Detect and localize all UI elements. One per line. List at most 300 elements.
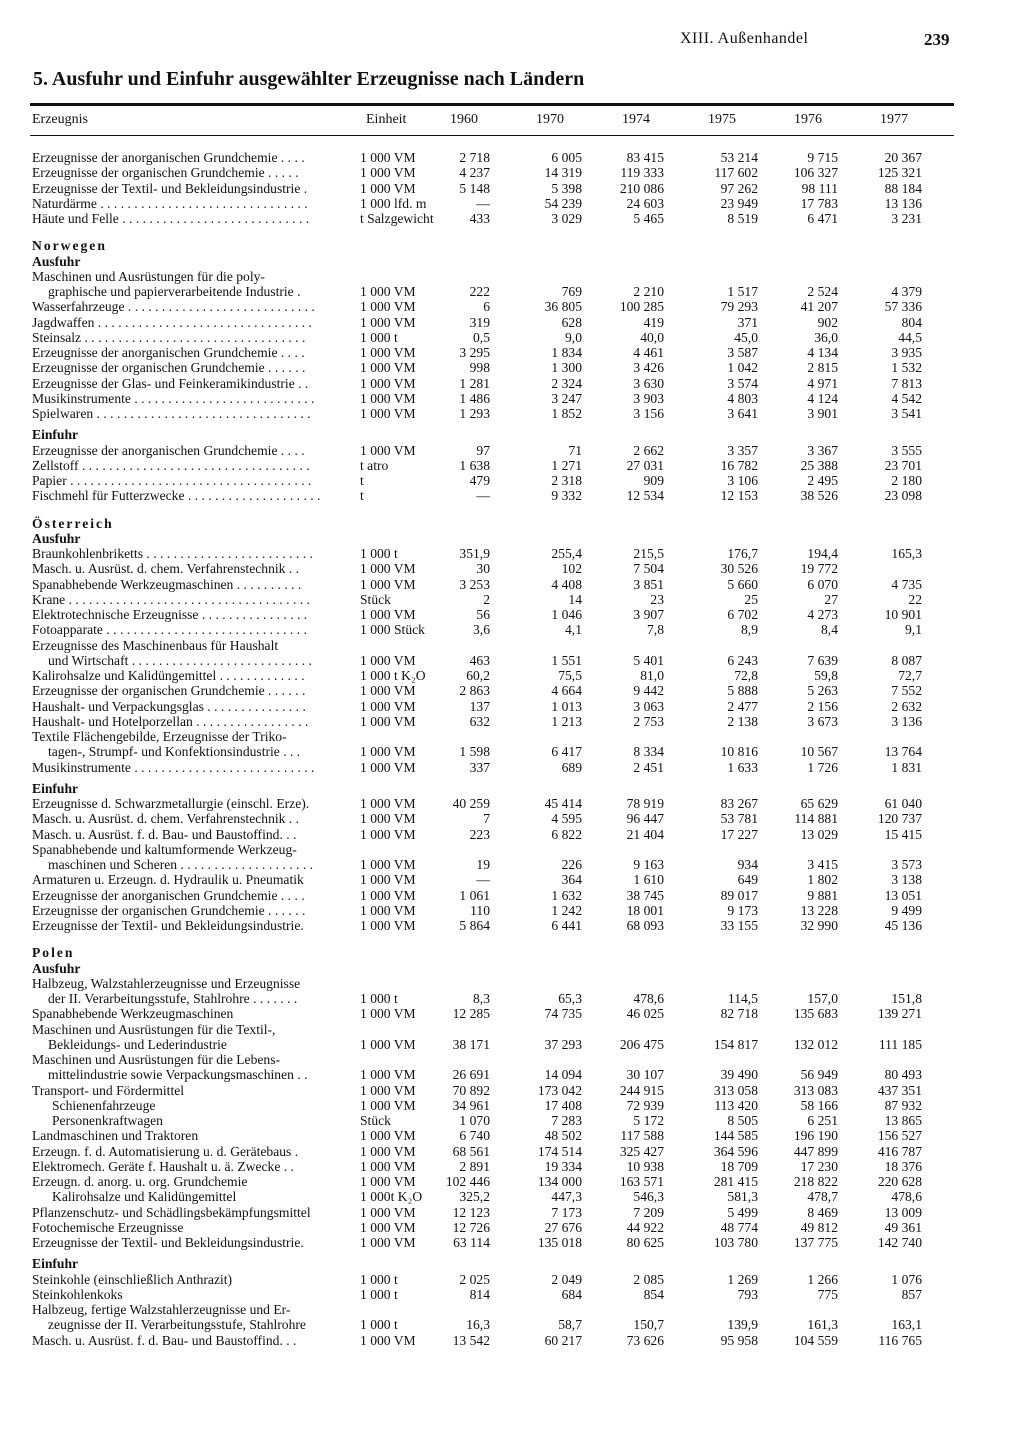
row-unit: 1 000 t K₂O <box>360 668 426 683</box>
cell-1977: 13 009 <box>884 1204 922 1220</box>
cell-1960: 5 864 <box>459 918 490 933</box>
cell-1975: 16 782 <box>720 457 758 473</box>
header-erzeugnis: Erzeugnis <box>32 112 88 127</box>
cell-1975: 5 660 <box>727 576 758 592</box>
cell-1975: 5 888 <box>727 683 758 699</box>
cell-1970: 9 332 <box>551 488 582 504</box>
row-unit: 1 000t K₂O <box>360 1189 423 1205</box>
row-label: Erzeugnisse der Textil- und Bekleidungsindustrie. <box>32 918 304 933</box>
cell-1977: 1 076 <box>891 1271 922 1287</box>
cell-1960: 30 <box>476 561 490 577</box>
row-label: Erzeugnisse d. Schwarzmetallurgie (einschl. Erze). <box>32 796 310 811</box>
table-row <box>0 653 1024 668</box>
row-unit: 1 000 VM <box>360 796 416 811</box>
cell-1976: 19 772 <box>800 561 838 577</box>
row-unit: 1 000 VM <box>360 1204 416 1220</box>
cell-1975: 17 227 <box>720 826 758 842</box>
cell-1975: 23 949 <box>720 195 758 211</box>
cell-1974: 27 031 <box>626 457 664 473</box>
row-unit: 1 000 VM <box>360 698 416 714</box>
cell-1974: 3 851 <box>633 576 664 592</box>
header-year-1975: 1975 <box>708 112 736 127</box>
row-unit: 1 000 VM <box>360 652 416 668</box>
row-label: Musikinstrumente . . . . . . . . . . . . . . . . . . . . . . . . . . . <box>32 759 315 775</box>
cell-1974: 4 461 <box>633 345 664 360</box>
cell-1975: 53 214 <box>720 150 758 165</box>
row-unit: 1 000 VM <box>360 375 416 391</box>
row-unit: 1 000 VM <box>360 314 416 330</box>
cell-1975: 1 042 <box>727 360 758 376</box>
country-heading <box>0 238 1024 253</box>
row-unit: 1 000 VM <box>360 345 416 360</box>
table-row <box>0 1113 1024 1128</box>
cell-1975: 8 519 <box>727 211 758 226</box>
cell-1975: 6 702 <box>727 607 758 622</box>
cell-1977: 151,8 <box>891 991 922 1006</box>
cell-1977: 22 <box>908 591 922 607</box>
cell-1977: 3 138 <box>891 872 922 888</box>
cell-1974: 3 630 <box>633 375 664 391</box>
cell-1975: 103 780 <box>713 1235 758 1250</box>
cell-1977: 20 367 <box>884 150 922 165</box>
cell-1977: 23 098 <box>884 488 922 504</box>
cell-1974: 150,7 <box>633 1317 664 1333</box>
row-label: Elektrotechnische Erzeugnisse . . . . . . . . . . . . . . . . <box>32 607 308 622</box>
cell-1977: 4 379 <box>891 284 922 299</box>
cell-1977: 18 376 <box>884 1158 922 1174</box>
row-unit: 1 000 lfd. m <box>360 195 427 211</box>
header-year-1960: 1960 <box>450 112 478 127</box>
cell-1975: 48 774 <box>720 1219 758 1235</box>
cell-1970: 65,3 <box>558 991 582 1006</box>
cell-1977: 15 415 <box>884 826 922 842</box>
cell-1977: 3 555 <box>891 442 922 458</box>
cell-1960: 632 <box>469 713 490 729</box>
row-label: graphische und papierverarbeitende Industrie . <box>48 284 301 299</box>
cell-1975: 1 269 <box>727 1271 758 1287</box>
row-label: Jagdwaffen . . . . . . . . . . . . . . . . . . . . . . . . . . . . . . . . <box>32 314 312 330</box>
row-label: Haushalt- und Verpackungsglas . . . . . . . . . . . . . . . <box>32 698 306 714</box>
country-name: Polen <box>32 945 75 961</box>
cell-1970: 14 <box>568 591 582 607</box>
cell-1960: 337 <box>469 759 490 775</box>
cell-1960: 351,9 <box>459 546 490 561</box>
cell-1974: 21 404 <box>626 826 664 842</box>
row-unit: 1 000 VM <box>360 683 416 699</box>
cell-1974: 80 625 <box>626 1235 664 1250</box>
row-unit: 1 000 t <box>360 1286 398 1302</box>
row-label: Steinsalz . . . . . . . . . . . . . . . . . . . . . . . . . . . . . . . . . <box>32 329 306 345</box>
cell-1970: 689 <box>561 759 582 775</box>
row-label: Musikinstrumente . . . . . . . . . . . . . . . . . . . . . . . . . . . <box>32 390 315 406</box>
cell-1974: 117 588 <box>620 1128 664 1144</box>
row-unit: 1 000 VM <box>360 1082 416 1098</box>
table-row <box>0 918 1024 933</box>
cell-1974: 163 571 <box>619 1174 664 1189</box>
table-row <box>0 1317 1024 1332</box>
cell-1960: 1 281 <box>459 375 490 391</box>
section-heading: Ausfuhr <box>32 253 81 269</box>
cell-1960: — <box>476 488 490 504</box>
cell-1970: 684 <box>561 1286 582 1302</box>
text-heading <box>0 1022 1024 1037</box>
cell-1975: 2 138 <box>727 713 758 729</box>
table-row <box>0 857 1024 872</box>
cell-1977: 7 552 <box>891 683 922 699</box>
table-row <box>0 592 1024 607</box>
row-unit: 1 000 VM <box>360 887 416 903</box>
row-label: maschinen und Scheren . . . . . . . . . . . . . . . . . . . . <box>48 857 314 872</box>
cell-1974: 10 938 <box>626 1158 664 1174</box>
table-row <box>0 1333 1024 1348</box>
cell-1970: 6 441 <box>551 918 582 933</box>
cell-1975: 8,9 <box>741 622 758 638</box>
table-row <box>0 1067 1024 1082</box>
section-heading: Ausfuhr <box>32 530 81 546</box>
cell-1975: 2 477 <box>727 698 758 714</box>
cell-1960: 223 <box>469 826 490 842</box>
cell-1976: 313 083 <box>793 1082 838 1098</box>
cell-1976: 7 639 <box>807 652 838 668</box>
cell-1970: 14 094 <box>544 1067 582 1083</box>
cell-1976: 8 469 <box>807 1204 838 1220</box>
row-unit: 1 000 VM <box>360 744 416 760</box>
cell-1974: 478,6 <box>633 991 664 1006</box>
cell-1960: 1 486 <box>459 390 490 406</box>
cell-1976: 13 029 <box>800 826 838 842</box>
cell-1976: 157,0 <box>807 991 838 1006</box>
cell-1974: 38 745 <box>626 887 664 903</box>
cell-1970: 71 <box>568 442 582 458</box>
cell-1974: 68 093 <box>626 918 664 933</box>
row-label-line: Maschinen und Ausrüstungen für die Textil-, <box>32 1021 276 1037</box>
cell-1960: 16,3 <box>466 1317 490 1333</box>
cell-1975: 39 490 <box>720 1067 758 1083</box>
cell-1976: 6 471 <box>807 211 838 226</box>
cell-1970: 7 283 <box>551 1113 582 1128</box>
cell-1976: 1 266 <box>807 1271 838 1287</box>
cell-1975: 581,3 <box>727 1189 758 1205</box>
cell-1974: 419 <box>643 314 664 330</box>
row-unit: 1 000 VM <box>360 360 416 376</box>
cell-1977: 804 <box>901 314 922 330</box>
cell-1960: 26 691 <box>452 1067 490 1083</box>
cell-1974: 854 <box>643 1286 664 1302</box>
cell-1974: 7 504 <box>633 561 664 577</box>
cell-1970: 48 502 <box>544 1128 582 1144</box>
table-row <box>0 211 1024 226</box>
text-heading <box>0 976 1024 991</box>
cell-1970: 4 408 <box>551 576 582 592</box>
cell-1976: 9 881 <box>807 887 838 903</box>
cell-1960: 19 <box>476 857 490 872</box>
cell-1975: 97 262 <box>720 180 758 196</box>
row-label: Naturdärme . . . . . . . . . . . . . . . . . . . . . . . . . . . . . . . <box>32 195 308 211</box>
cell-1976: 132 012 <box>793 1036 838 1052</box>
cell-1960: 70 892 <box>452 1082 490 1098</box>
row-label: Steinkohlenkoks <box>32 1286 123 1302</box>
table-row <box>0 888 1024 903</box>
cell-1974: 3 907 <box>633 607 664 622</box>
cell-1974: 5 465 <box>633 211 664 226</box>
row-unit: 1 000 t <box>360 1317 398 1333</box>
cell-1975: 3 587 <box>727 345 758 360</box>
cell-1970: 174 514 <box>537 1143 582 1159</box>
table-row <box>0 150 1024 165</box>
cell-1977: 9,1 <box>905 622 922 638</box>
cell-1975: 934 <box>737 857 758 872</box>
row-label: Elektromech. Geräte f. Haushalt u. ä. Zwecke . . <box>32 1158 294 1174</box>
cell-1976: 98 111 <box>801 180 838 196</box>
cell-1977: 13 136 <box>884 195 922 211</box>
cell-1977: 57 336 <box>884 299 922 315</box>
spacer <box>0 504 1024 516</box>
cell-1970: 74 735 <box>544 1006 582 1022</box>
row-label: der II. Verarbeitungsstufe, Stahlrohre . . . . . . . <box>48 991 298 1006</box>
cell-1960: 3,6 <box>473 622 490 638</box>
cell-1975: 89 017 <box>720 887 758 903</box>
cell-1977: 220 628 <box>877 1174 922 1189</box>
row-unit: 1 000 VM <box>360 1174 416 1189</box>
row-label: Fotochemische Erzeugnisse <box>32 1219 184 1235</box>
row-unit: 1 000 VM <box>360 1067 416 1083</box>
cell-1975: 18 709 <box>720 1158 758 1174</box>
cell-1970: 134 000 <box>537 1174 582 1189</box>
table-row <box>0 376 1024 391</box>
cell-1960: 7 <box>483 811 490 827</box>
row-label: Landmaschinen und Traktoren <box>32 1128 199 1144</box>
cell-1970: 19 334 <box>544 1158 582 1174</box>
cell-1977: 3 136 <box>891 713 922 729</box>
header-year-1974: 1974 <box>622 112 650 127</box>
cell-1974: 5 401 <box>633 652 664 668</box>
cell-1975: 30 526 <box>720 561 758 577</box>
cell-1970: 1 834 <box>551 345 582 360</box>
cell-1977: 1 532 <box>891 360 922 376</box>
cell-1970: 135 018 <box>537 1235 582 1250</box>
cell-1970: 60 217 <box>544 1332 582 1348</box>
cell-1975: 6 243 <box>727 652 758 668</box>
cell-1970: 36 805 <box>544 299 582 315</box>
cell-1960: 1 061 <box>459 887 490 903</box>
row-unit: 1 000 VM <box>360 902 416 918</box>
cell-1976: 58 166 <box>800 1097 838 1113</box>
row-label-line: Spanabhebende und kaltumformende Werkzeug- <box>32 841 297 857</box>
row-unit: 1 000 VM <box>360 576 416 592</box>
cell-1976: 41 207 <box>800 299 838 315</box>
cell-1977: 72,7 <box>898 668 922 683</box>
cell-1960: 4 237 <box>459 165 490 181</box>
cell-1977: 3 231 <box>891 211 922 226</box>
cell-1975: 12 153 <box>720 488 758 504</box>
cell-1976: 38 526 <box>800 488 838 504</box>
cell-1977: 13 051 <box>884 887 922 903</box>
cell-1970: 1 632 <box>551 887 582 903</box>
header-year-1970: 1970 <box>536 112 564 127</box>
cell-1977: 49 361 <box>884 1219 922 1235</box>
cell-1975: 5 499 <box>727 1204 758 1220</box>
row-label-line: Halbzeug, fertige Walzstahlerzeugnisse und Er- <box>32 1302 291 1317</box>
cell-1970: 7 173 <box>551 1204 582 1220</box>
cell-1974: 7 209 <box>633 1204 664 1220</box>
cell-1975: 649 <box>737 872 758 888</box>
cell-1974: 3 156 <box>633 406 664 421</box>
row-unit: 1 000 VM <box>360 390 416 406</box>
cell-1960: 60,2 <box>466 668 490 683</box>
row-label: Bekleidungs- und Lederindustrie <box>48 1036 227 1052</box>
table-row <box>0 1272 1024 1287</box>
cell-1977: 61 040 <box>884 796 922 811</box>
cell-1975: 371 <box>737 314 758 330</box>
cell-1977: 3 573 <box>891 857 922 872</box>
row-label: Häute und Felle . . . . . . . . . . . . . . . . . . . . . . . . . . . . <box>32 211 310 226</box>
table-row <box>0 668 1024 683</box>
table-row <box>0 577 1024 592</box>
cell-1976: 3 673 <box>807 713 838 729</box>
table-row <box>0 903 1024 918</box>
country-name: Österreich <box>32 515 114 531</box>
cell-1976: 775 <box>817 1286 838 1302</box>
cell-1976: 104 559 <box>793 1332 838 1348</box>
cell-1974: 78 919 <box>626 796 664 811</box>
cell-1975: 25 <box>744 591 758 607</box>
cell-1970: 27 676 <box>544 1219 582 1235</box>
cell-1976: 3 367 <box>807 442 838 458</box>
cell-1975: 95 958 <box>720 1332 758 1348</box>
cell-1970: 1 013 <box>551 698 582 714</box>
cell-1974: 81,0 <box>640 668 664 683</box>
cell-1976: 447 899 <box>793 1143 838 1159</box>
cell-1975: 176,7 <box>727 546 758 561</box>
cell-1977: 1 831 <box>891 759 922 775</box>
cell-1977: 2 180 <box>891 473 922 488</box>
cell-1960: 12 726 <box>452 1219 490 1235</box>
row-label: mittelindustrie sowie Verpackungsmaschinen . . <box>48 1067 308 1083</box>
cell-1974: 100 285 <box>619 299 664 315</box>
row-label: Personenkraftwagen <box>52 1113 163 1128</box>
row-unit: 1 000 VM <box>360 1235 416 1250</box>
row-unit: 1 000 VM <box>360 713 416 729</box>
cell-1960: 1 070 <box>459 1113 490 1128</box>
cell-1976: 1 726 <box>807 759 838 775</box>
row-unit: Stück <box>360 1113 391 1128</box>
cell-1960: 6 <box>483 299 490 315</box>
section-heading <box>0 427 1024 442</box>
row-unit: 1 000 VM <box>360 918 416 933</box>
cell-1960: 137 <box>469 698 490 714</box>
cell-1960: 2 <box>483 591 490 607</box>
cell-1960: 12 123 <box>452 1204 490 1220</box>
table-row <box>0 1205 1024 1220</box>
cell-1960: 110 <box>470 902 490 918</box>
table-row <box>0 827 1024 842</box>
cell-1960: 463 <box>469 652 490 668</box>
text-heading <box>0 1052 1024 1067</box>
row-label: Fotoapparate . . . . . . . . . . . . . . . . . . . . . . . . . . . . . . <box>32 622 307 638</box>
cell-1970: 4 595 <box>551 811 582 827</box>
cell-1977: 4 735 <box>891 576 922 592</box>
cell-1970: 2 318 <box>551 473 582 488</box>
row-unit: 1 000 t <box>360 991 398 1006</box>
table-row <box>0 1144 1024 1159</box>
cell-1974: 5 172 <box>633 1113 664 1128</box>
cell-1974: 3 426 <box>633 360 664 376</box>
cell-1970: 58,7 <box>558 1317 582 1333</box>
row-unit: t <box>360 488 364 504</box>
row-label: Braunkohlenbriketts . . . . . . . . . . . . . . . . . . . . . . . . . <box>32 546 313 561</box>
row-unit: 1 000 VM <box>360 284 416 299</box>
cell-1976: 4 124 <box>807 390 838 406</box>
cell-1977: 23 701 <box>884 457 922 473</box>
cell-1975: 144 585 <box>713 1128 758 1144</box>
table-row <box>0 622 1024 637</box>
cell-1974: 244 915 <box>619 1082 664 1098</box>
cell-1960: 0,5 <box>473 329 490 345</box>
cell-1960: 998 <box>469 360 490 376</box>
cell-1970: 6 417 <box>551 744 582 760</box>
cell-1974: 46 025 <box>626 1006 664 1022</box>
cell-1975: 3 106 <box>727 473 758 488</box>
table-row <box>0 1189 1024 1204</box>
spacer <box>0 226 1024 238</box>
row-label: Armaturen u. Erzeugn. d. Hydraulik u. Pneumatik <box>32 872 304 888</box>
table-row <box>0 181 1024 196</box>
cell-1970: 5 398 <box>551 180 582 196</box>
cell-1976: 49 812 <box>800 1219 838 1235</box>
cell-1960: 12 285 <box>452 1006 490 1022</box>
section-heading <box>0 781 1024 796</box>
cell-1974: 3 903 <box>633 390 664 406</box>
cell-1974: 3 063 <box>633 698 664 714</box>
cell-1975: 3 574 <box>727 375 758 391</box>
section-heading <box>0 531 1024 546</box>
cell-1976: 902 <box>817 314 838 330</box>
row-unit: 1 000 t <box>360 329 398 345</box>
cell-1976: 161,3 <box>807 1317 838 1333</box>
cell-1970: 2 324 <box>551 375 582 391</box>
cell-1970: 1 271 <box>551 457 582 473</box>
header-year-1976: 1976 <box>794 112 822 127</box>
cell-1970: 447,3 <box>551 1189 582 1205</box>
table-row <box>0 561 1024 576</box>
cell-1977: 13 764 <box>884 744 922 760</box>
cell-1974: 325 427 <box>619 1143 664 1159</box>
cell-1976: 25 388 <box>800 457 838 473</box>
table-row <box>0 284 1024 299</box>
cell-1977: 416 787 <box>877 1143 922 1159</box>
cell-1960: 68 561 <box>452 1143 490 1159</box>
row-label: Erzeugn. d. anorg. u. org. Grundchemie <box>32 1174 248 1189</box>
cell-1970: 4 664 <box>551 683 582 699</box>
row-label: Erzeugnisse der organischen Grundchemie . . . . . . <box>32 360 306 376</box>
row-label: Haushalt- und Hotelporzellan . . . . . . . . . . . . . . . . . <box>32 713 309 729</box>
row-label-line: Halbzeug, Walzstahlerzeugnisse und Erzeugnisse <box>32 975 301 991</box>
row-label: Schienenfahrzeuge <box>52 1097 156 1113</box>
cell-1970: 226 <box>561 857 582 872</box>
cell-1974: 24 603 <box>626 195 664 211</box>
cell-1960: 2 025 <box>459 1271 490 1287</box>
section-heading: Einfuhr <box>32 427 79 443</box>
text-heading <box>0 1302 1024 1317</box>
cell-1974: 12 534 <box>626 488 664 504</box>
cell-1976: 4 971 <box>807 375 838 391</box>
cell-1977: 13 865 <box>884 1113 922 1128</box>
table-row <box>0 796 1024 811</box>
cell-1977: 125 321 <box>877 165 922 181</box>
cell-1974: 30 107 <box>626 1067 664 1083</box>
cell-1976: 6 251 <box>807 1113 838 1128</box>
cell-1977: 437 351 <box>877 1082 922 1098</box>
